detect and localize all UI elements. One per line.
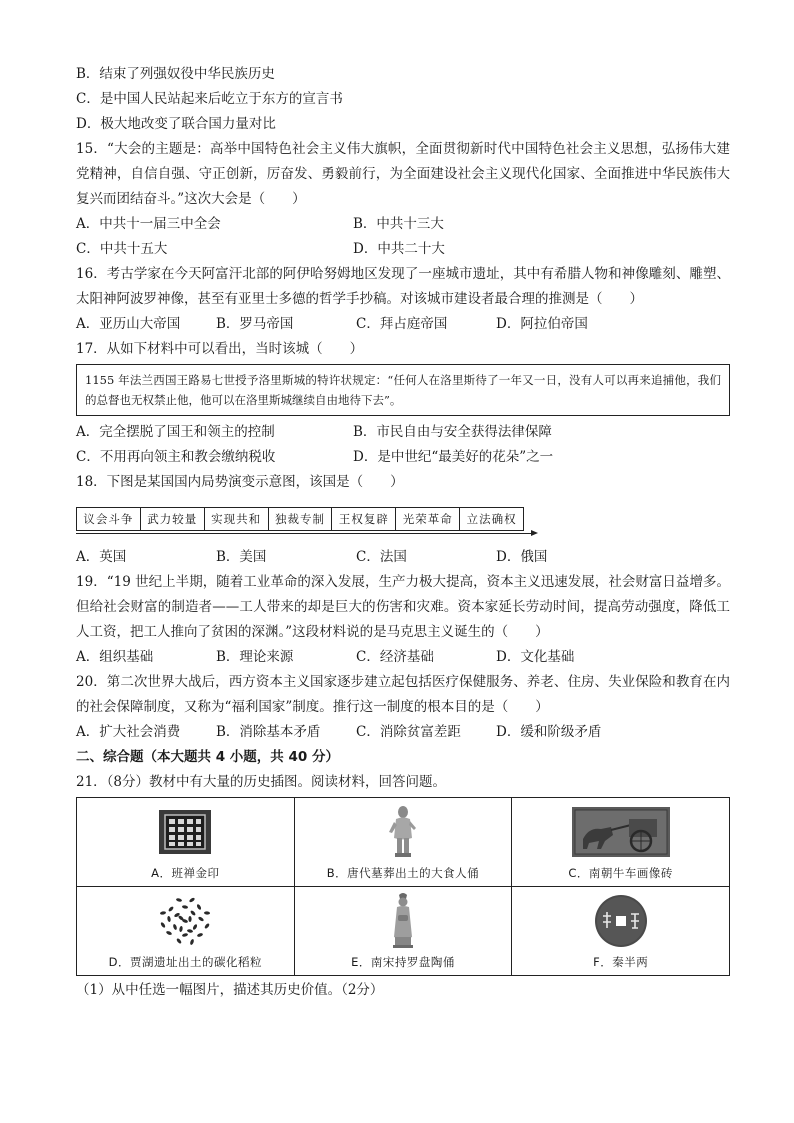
q20-option-c: C．消除贫富差距 [356, 724, 461, 740]
q16-stem: 16．考古学家在今天阿富汗北部的阿伊哈努姆地区发现了一座城市遗址，其中有希腊人物和神像雕刻、雕塑、太阳神阿波罗神像，甚至有亚里士多德的哲学手抄稿。对该城市建设者最合理的推测是（ ） [76, 266, 730, 307]
image-caption-e: E．南宋持罗盘陶俑 [351, 955, 455, 969]
q17-option-a: A．完全摆脱了国王和领主的控制 [76, 424, 275, 440]
timeline-stage: 实现共和 [205, 508, 269, 530]
q14-option-d: D．极大地改变了联合国力量对比 [76, 116, 276, 132]
q21-stem: 21．（8分）教材中有大量的历史插图。阅读材料，回答问题。 [76, 774, 447, 790]
q18-options [76, 545, 730, 570]
q16-option-d: D．阿拉伯帝国 [496, 316, 588, 332]
q18-option-c: C．法国 [356, 549, 407, 565]
q17-option-c: C．不用再向领主和教会缴纳税收 [76, 449, 276, 465]
q18-timeline-diagram [76, 499, 730, 543]
compass-figurine-icon [388, 891, 418, 951]
q17-options-row2 [76, 445, 730, 470]
q20-option-d: D．缓和阶级矛盾 [496, 724, 602, 740]
q17-options-row1 [76, 420, 730, 445]
q15-option-c: C．中共十五大 [76, 241, 168, 257]
q20-stem: 20．第二次世界大战后，西方资本主义国家逐步建立起包括医疗保健服务、养老、住房、失业保险和教育在内的社会保障制度，又称为“福利国家”制度。推行这一制度的根本目的是（ ） [76, 674, 730, 715]
q18-stem: 18．下图是某国国内局势演变示意图，该国是（ ） [76, 474, 404, 490]
timeline-stage: 独裁专制 [269, 508, 333, 530]
image-cell-a [77, 798, 295, 887]
ancient-coin-icon [592, 892, 650, 950]
q15-option-d: D．中共二十大 [353, 241, 445, 257]
q18-option-d: D．俄国 [496, 549, 548, 565]
q15-options-row1 [76, 212, 730, 237]
q20-option-b: B．消除基本矛盾 [216, 724, 321, 740]
timeline-stage: 议会斗争 [77, 508, 141, 530]
q15-options-row2 [76, 237, 730, 262]
timeline-arrow-icon [76, 533, 532, 534]
image-cell-c [512, 798, 730, 887]
q15-stem: 15．“大会的主题是：高举中国特色社会主义伟大旗帜，全面贯彻新时代中国特色社会主义思想，弘扬伟大建党精神，自信自强、守正创新，厉奋发、勇毅前行，为全面建设社会主义现代化国家、全面推进中华民族伟大复兴而团结奋斗。”这次大会是（ ） [76, 141, 730, 207]
q16-option-c: C．拜占庭帝国 [356, 316, 448, 332]
q19-option-c: C．经济基础 [356, 649, 434, 665]
image-cell-b [294, 798, 512, 887]
q19-options [76, 645, 730, 670]
timeline-stage: 光荣革命 [396, 508, 460, 530]
exam-page [76, 62, 730, 1003]
image-caption-c: C．南朝牛车画像砖 [568, 866, 673, 880]
image-caption-b: B．唐代墓葬出土的大食人俑 [326, 866, 480, 880]
q18-option-a: A．英国 [76, 549, 127, 565]
image-caption-d: D．贾湖遗址出土的碳化稻粒 [108, 955, 262, 969]
q19-option-b: B．理论来源 [216, 649, 294, 665]
image-caption-f: F．秦半两 [593, 955, 649, 969]
section-title: 二、综合题（本大题共 4 小题，共 40 分） [76, 749, 339, 765]
q19-option-d: D．文化基础 [496, 649, 575, 665]
q17-option-d: D．是中世纪“最美好的花朵”之一 [353, 449, 554, 465]
q17-option-b: B．市民自由与安全获得法律保障 [353, 424, 552, 440]
q16-option-a: A．亚历山大帝国 [76, 316, 181, 332]
q16-options [76, 312, 730, 337]
q20-options [76, 720, 730, 745]
q21-image-grid [76, 797, 730, 976]
q17-quote-box: 1155 年法兰西国王路易七世授予洛里斯城的特许状规定：“任何人在洛里斯待了一年又一日，没有人可以再来追捕他，我们的总督也无权禁止他，他可以在洛里斯城继续自由地待下去”。 [76, 364, 730, 416]
golden-seal-icon [156, 807, 214, 857]
q19-stem: 19．“19 世纪上半期，随着工业革命的深入发展，生产力极大提高，资本主义迅速发展，社会财富日益增多。但给社会财富的制造者——工人带来的却是巨大的伤害和灾难。资本家延长劳动时间，提高劳动强度，降低工人工资，把工人推向了贫困的深渊。”这段材料说的是马克思主义诞生的（ ） [76, 574, 730, 640]
image-cell-e [294, 887, 512, 976]
figurine-icon [386, 804, 420, 860]
timeline-bar [76, 507, 524, 531]
image-cell-d [77, 887, 295, 976]
image-caption-a: A．班禅金印 [151, 866, 220, 880]
image-cell-f [512, 887, 730, 976]
timeline-stage: 武力较量 [141, 508, 205, 530]
q19-option-a: A．组织基础 [76, 649, 154, 665]
q21-sub-question-1: （1）从中任选一幅图片，描述其历史价值。（2分） [76, 982, 384, 998]
q15-option-b: B．中共十三大 [353, 216, 444, 232]
q20-option-a: A．扩大社会消费 [76, 724, 181, 740]
timeline-stage: 立法确权 [466, 512, 517, 526]
q18-option-b: B．美国 [216, 549, 267, 565]
ox-cart-brick-icon [571, 805, 671, 859]
q14-option-c: C．是中国人民站起来后屹立于东方的宣言书 [76, 91, 343, 107]
q17-stem: 17．从如下材料中可以看出，当时该城（ ） [76, 341, 364, 357]
q16-option-b: B．罗马帝国 [216, 316, 294, 332]
q15-option-a: A．中共十一届三中全会 [76, 216, 221, 232]
carbonized-rice-icon [153, 891, 217, 951]
q14-option-b: B．结束了列强奴役中华民族历史 [76, 66, 275, 82]
timeline-stage: 王权复辟 [332, 508, 396, 530]
